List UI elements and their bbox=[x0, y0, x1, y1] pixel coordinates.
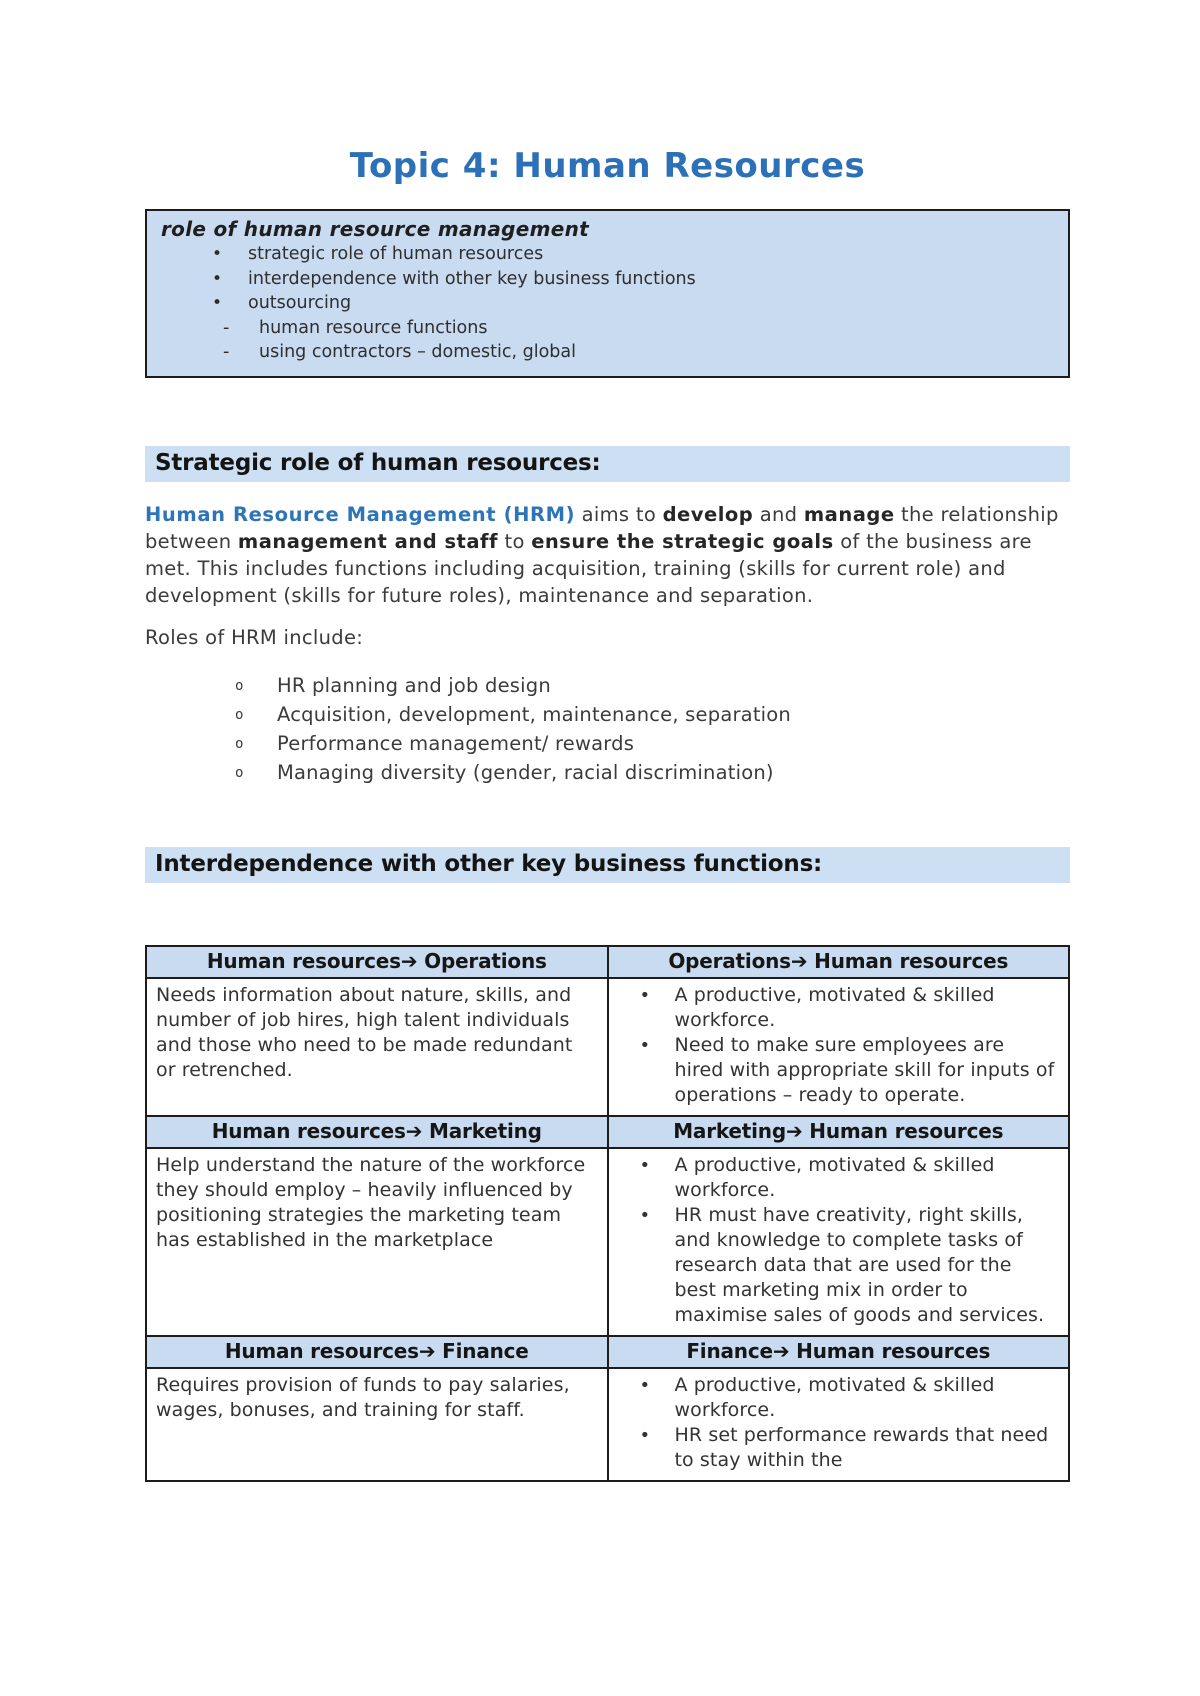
section-heading-strategic-role: Strategic role of human resources: bbox=[145, 446, 1070, 482]
table-row-header-operations bbox=[146, 946, 1069, 978]
table-header-hr-to-finance: Human resources➔ Finance bbox=[146, 1336, 608, 1368]
table-cell-hr-to-marketing: Help understand the nature of the workforce they should employ – heavily influenced by positioning strategies the marketing team has established in the marketplace bbox=[146, 1148, 608, 1336]
table-bullet-item: • HR set performance rewards that need to stay within the bbox=[618, 1423, 1059, 1473]
finance-to-hr-bullet-list bbox=[618, 1373, 1059, 1473]
paragraph-text: of the business are met. This includes functions including acquisition, training (skills for current role) and development (skills for future roles), maintenance and separation. bbox=[145, 529, 1032, 607]
marketing-to-hr-bullet-list bbox=[618, 1153, 1059, 1328]
paragraph-emphasis: management and staff bbox=[237, 529, 499, 553]
table-header-hr-to-operations: Human resources➔ Operations bbox=[146, 946, 608, 978]
document-page bbox=[145, 0, 1070, 1482]
hrm-roles-list bbox=[145, 671, 1070, 787]
overview-dash-list bbox=[161, 316, 1054, 365]
table-cell-hr-to-finance: Requires provision of funds to pay salaries, wages, bonuses, and training for staff. bbox=[146, 1368, 608, 1481]
paragraph-emphasis: Human Resource Management (HRM) bbox=[145, 502, 576, 526]
table-row-content-operations bbox=[146, 978, 1069, 1116]
table-header-finance-to-hr: Finance➔ Human resources bbox=[608, 1336, 1070, 1368]
hrm-role-item: o HR planning and job design bbox=[145, 671, 1070, 700]
table-cell-marketing-to-hr bbox=[608, 1148, 1070, 1336]
table-cell-finance-to-hr bbox=[608, 1368, 1070, 1481]
table-bullet-item: • Need to make sure employees are hired with appropriate skill for inputs of operations – ready to operate. bbox=[618, 1033, 1059, 1108]
overview-dash-item: - using contractors – domestic, global bbox=[161, 340, 1054, 365]
operations-to-hr-bullet-list bbox=[618, 983, 1059, 1108]
overview-bullet-item: • outsourcing bbox=[161, 291, 1054, 316]
paragraph-emphasis: ensure the strategic goals bbox=[531, 529, 834, 553]
paragraph-text: the relationship between bbox=[145, 502, 1059, 553]
overview-bullet-item: • interdependence with other key business functions bbox=[161, 267, 1054, 292]
section-heading-interdependence: Interdependence with other key business functions: bbox=[145, 847, 1070, 883]
table-cell-hr-to-operations: Needs information about nature, skills, and number of job hires, high talent individuals and those who need to be made redundant or retrenched. bbox=[146, 978, 608, 1116]
table-bullet-item: • A productive, motivated & skilled workforce. bbox=[618, 1373, 1059, 1423]
paragraph-text: to bbox=[498, 529, 532, 553]
interdependence-table bbox=[145, 945, 1070, 1482]
overview-bullet-list bbox=[161, 242, 1054, 316]
hrm-role-item: o Managing diversity (gender, racial discrimination) bbox=[145, 758, 1070, 787]
table-row-header-marketing bbox=[146, 1116, 1069, 1148]
table-row-content-finance bbox=[146, 1368, 1069, 1481]
roles-intro: Roles of HRM include: bbox=[145, 625, 364, 649]
paragraph-text: and bbox=[753, 502, 804, 526]
overview-bullet-item: • strategic role of human resources bbox=[161, 242, 1054, 267]
hrm-role-item: o Acquisition, development, maintenance, separation bbox=[145, 700, 1070, 729]
table-header-hr-to-marketing: Human resources➔ Marketing bbox=[146, 1116, 608, 1148]
paragraph-emphasis: develop bbox=[662, 502, 754, 526]
table-bullet-item: • A productive, motivated & skilled workforce. bbox=[618, 1153, 1059, 1203]
table-row-header-finance bbox=[146, 1336, 1069, 1368]
overview-box-heading: role of human resource management bbox=[161, 217, 590, 241]
table-header-operations-to-hr: Operations➔ Human resources bbox=[608, 946, 1070, 978]
overview-box bbox=[145, 209, 1070, 378]
overview-dash-item: - human resource functions bbox=[161, 316, 1054, 341]
table-header-marketing-to-hr: Marketing➔ Human resources bbox=[608, 1116, 1070, 1148]
hrm-definition-paragraph bbox=[145, 501, 1070, 609]
table-row-content-marketing bbox=[146, 1148, 1069, 1336]
table-cell-operations-to-hr bbox=[608, 978, 1070, 1116]
paragraph-emphasis: manage bbox=[803, 502, 895, 526]
document-title: Topic 4: Human Resources bbox=[349, 146, 866, 186]
table-bullet-item: • HR must have creativity, right skills, and knowledge to complete tasks of research data that are used for the best marketing mix in order to maximise sales of goods and services. bbox=[618, 1203, 1059, 1328]
table-bullet-item: • A productive, motivated & skilled workforce. bbox=[618, 983, 1059, 1033]
paragraph-text: aims to bbox=[575, 502, 663, 526]
hrm-role-item: o Performance management/ rewards bbox=[145, 729, 1070, 758]
